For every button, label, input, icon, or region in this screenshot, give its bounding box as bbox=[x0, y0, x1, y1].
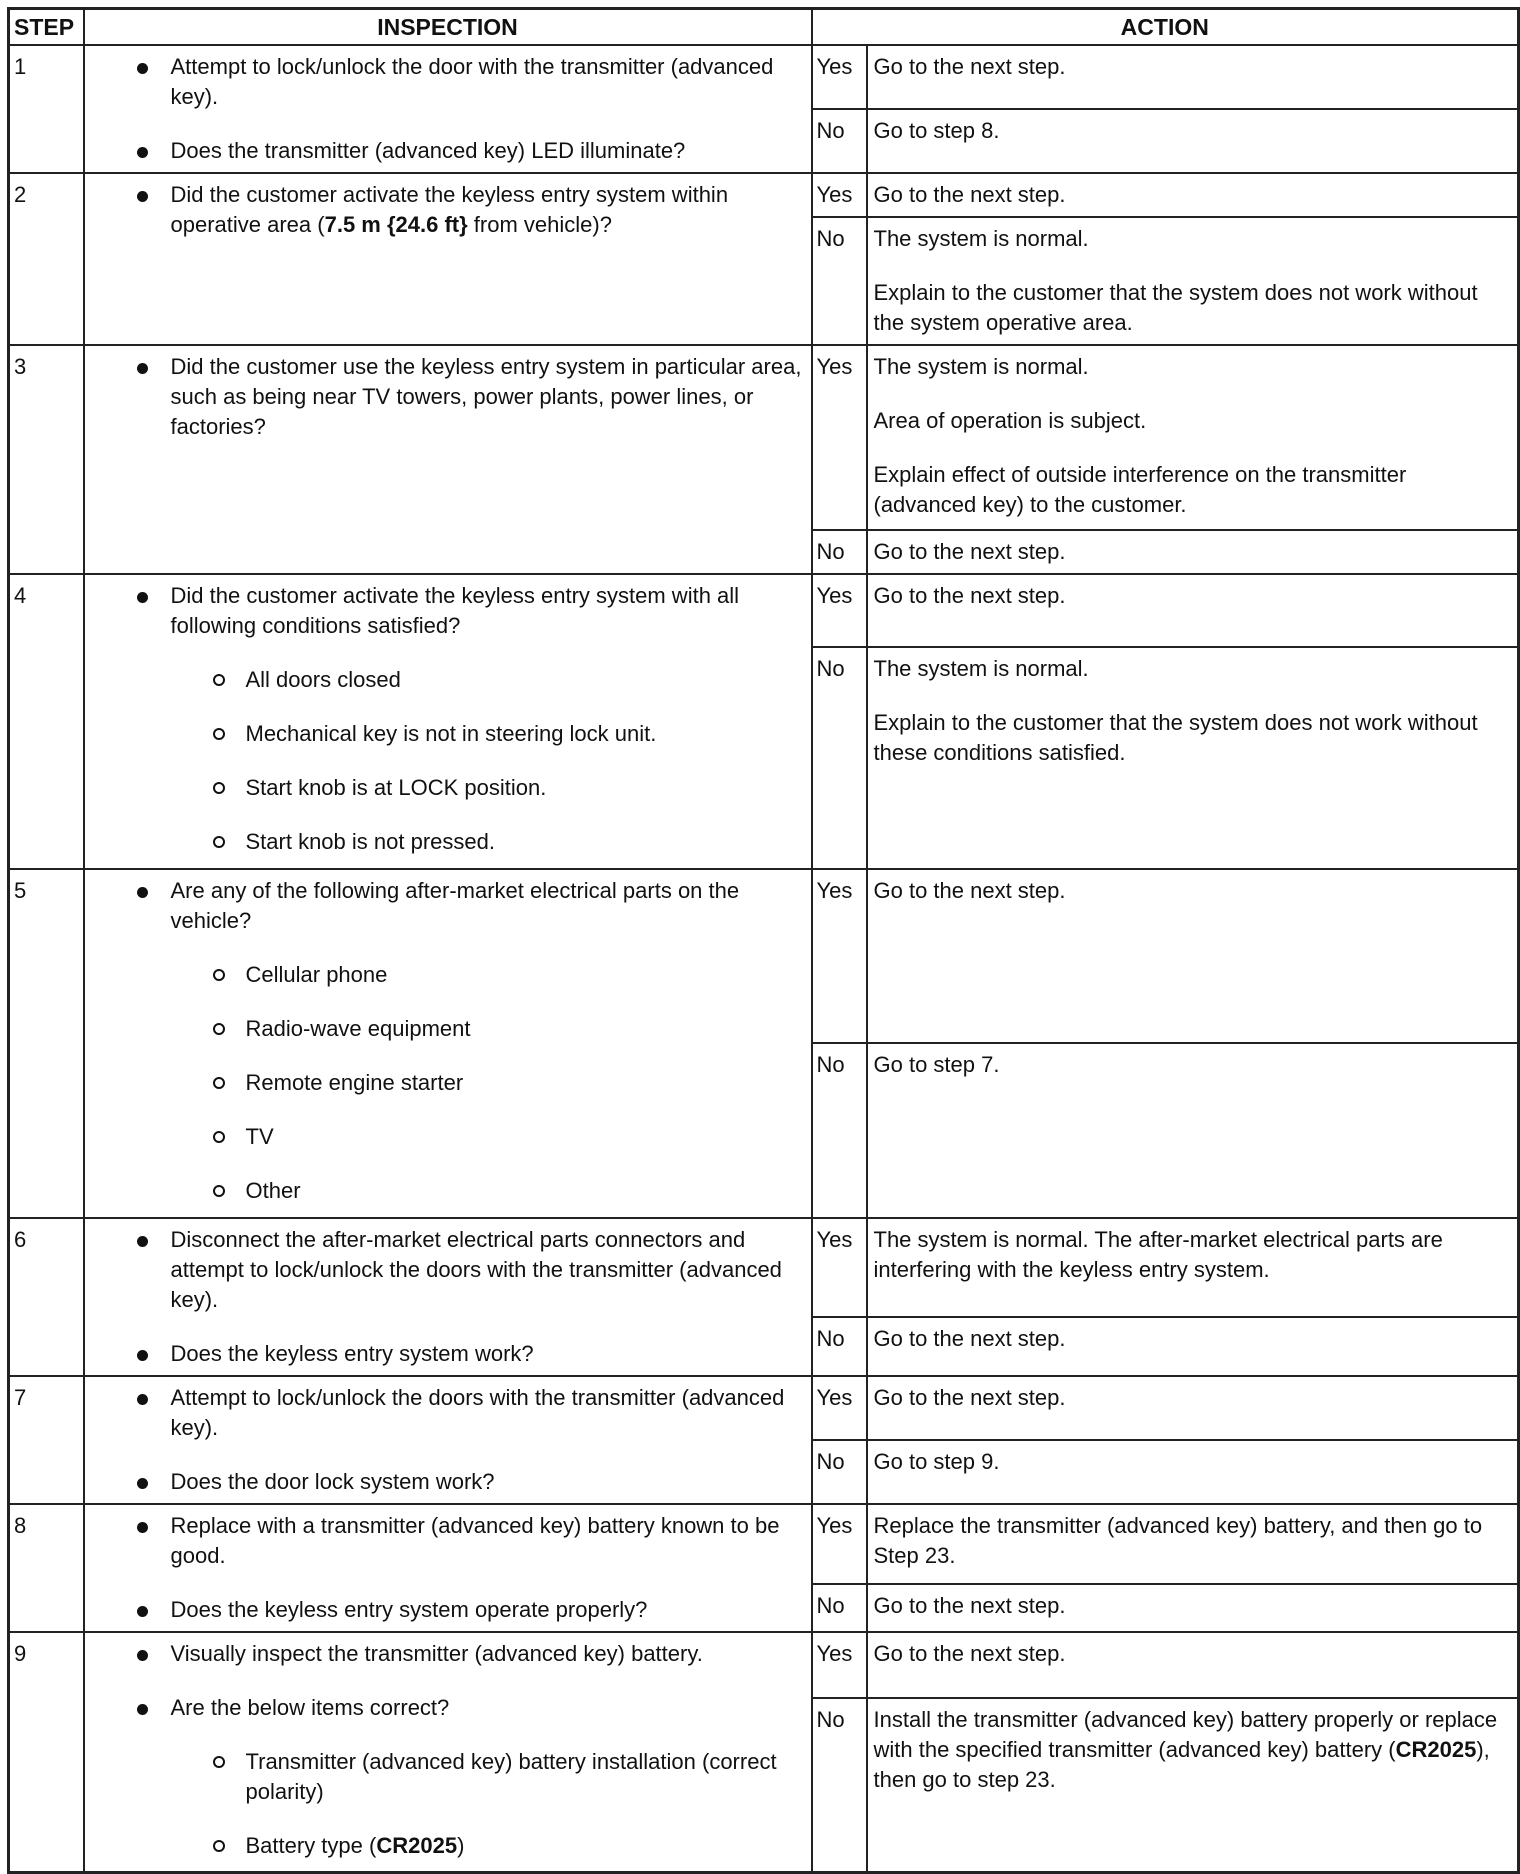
sub-item: Cellular phone bbox=[171, 960, 805, 990]
yes-action: The system is normal. The after-market electrical parts are interfering with the keyless entry system. bbox=[867, 1218, 1519, 1317]
sub-item: Transmitter (advanced key) battery installation (correct polarity) bbox=[171, 1747, 805, 1807]
table-row bbox=[9, 45, 1519, 109]
no-label: No bbox=[812, 1317, 867, 1376]
no-action: Go to step 9. bbox=[867, 1440, 1519, 1504]
no-label: No bbox=[812, 1698, 867, 1872]
table-row bbox=[9, 345, 1519, 530]
bullet-icon bbox=[137, 592, 148, 603]
sub-item: Start knob is not pressed. bbox=[171, 827, 805, 857]
inspection-cell bbox=[84, 173, 812, 345]
bullet-icon bbox=[137, 1478, 148, 1489]
sub-item: Remote engine starter bbox=[171, 1068, 805, 1098]
step-number: 2 bbox=[9, 173, 84, 345]
table-row bbox=[9, 1632, 1519, 1698]
yes-label: Yes bbox=[812, 45, 867, 109]
no-action: Go to step 8. bbox=[867, 109, 1519, 173]
troubleshooting-table bbox=[7, 7, 1520, 1874]
header-row bbox=[9, 9, 1519, 46]
bullet-icon bbox=[137, 363, 148, 374]
no-action: Go to step 7. bbox=[867, 1043, 1519, 1218]
yes-label: Yes bbox=[812, 869, 867, 1043]
no-action: The system is normal. Explain to the customer that the system does not work without these conditions satisfied. bbox=[867, 647, 1519, 869]
no-label: No bbox=[812, 1584, 867, 1632]
bullet-icon bbox=[137, 1650, 148, 1661]
inspection-cell bbox=[84, 869, 812, 1218]
sub-item: TV bbox=[171, 1122, 805, 1152]
inspection-cell bbox=[84, 1376, 812, 1504]
table-row bbox=[9, 1376, 1519, 1440]
circle-bullet-icon bbox=[213, 1756, 225, 1768]
sub-item: Mechanical key is not in steering lock unit. bbox=[171, 719, 805, 749]
circle-bullet-icon bbox=[213, 782, 225, 794]
bullet-icon bbox=[137, 1394, 148, 1405]
no-action: Install the transmitter (advanced key) battery properly or replace with the specified transmitter (advanced key) battery (CR2025), then go to step 23. bbox=[867, 1698, 1519, 1872]
inspection-cell bbox=[84, 574, 812, 869]
inspection-item: Replace with a transmitter (advanced key) battery known to be good. bbox=[91, 1511, 805, 1571]
yes-action: Go to the next step. bbox=[867, 574, 1519, 647]
circle-bullet-icon bbox=[213, 1023, 225, 1035]
inspection-item: Does the door lock system work? bbox=[91, 1467, 805, 1497]
no-action: Go to the next step. bbox=[867, 1584, 1519, 1632]
step-number: 6 bbox=[9, 1218, 84, 1376]
step-number: 8 bbox=[9, 1504, 84, 1632]
bullet-icon bbox=[137, 1350, 148, 1361]
bullet-icon bbox=[137, 1606, 148, 1617]
yes-label: Yes bbox=[812, 1376, 867, 1440]
no-label: No bbox=[812, 647, 867, 869]
step-number: 7 bbox=[9, 1376, 84, 1504]
inspection-item: Does the keyless entry system operate properly? bbox=[91, 1595, 805, 1625]
circle-bullet-icon bbox=[213, 969, 225, 981]
yes-action: Go to the next step. bbox=[867, 45, 1519, 109]
step-number: 5 bbox=[9, 869, 84, 1218]
yes-label: Yes bbox=[812, 1218, 867, 1317]
inspection-header: INSPECTION bbox=[84, 9, 812, 46]
step-number: 1 bbox=[9, 45, 84, 173]
action-header: ACTION bbox=[812, 9, 1519, 46]
yes-action: Replace the transmitter (advanced key) battery, and then go to Step 23. bbox=[867, 1504, 1519, 1584]
inspection-item: Did the customer activate the keyless entry system within operative area (7.5 m {24.6 ft} from vehicle)? bbox=[91, 180, 805, 240]
inspection-cell bbox=[84, 345, 812, 574]
sub-item: Start knob is at LOCK position. bbox=[171, 773, 805, 803]
table-row bbox=[9, 869, 1519, 1043]
bullet-icon bbox=[137, 147, 148, 158]
sub-item: Other bbox=[171, 1176, 805, 1206]
circle-bullet-icon bbox=[213, 728, 225, 740]
inspection-item: Did the customer use the keyless entry system in particular area, such as being near TV towers, power plants, power lines, or factories? bbox=[91, 352, 805, 442]
table-row bbox=[9, 1504, 1519, 1584]
inspection-item: Does the keyless entry system work? bbox=[91, 1339, 805, 1369]
circle-bullet-icon bbox=[213, 836, 225, 848]
step-number: 3 bbox=[9, 345, 84, 574]
inspection-item: Does the transmitter (advanced key) LED illuminate? bbox=[91, 136, 805, 166]
no-label: No bbox=[812, 1440, 867, 1504]
bullet-icon bbox=[137, 63, 148, 74]
no-label: No bbox=[812, 1043, 867, 1218]
step-number: 9 bbox=[9, 1632, 84, 1872]
circle-bullet-icon bbox=[213, 1185, 225, 1197]
step-number: 4 bbox=[9, 574, 84, 869]
inspection-item: Are the below items correct? Transmitter (advanced key) battery installation (correct polarity) Battery type (CR2025) bbox=[91, 1693, 805, 1861]
yes-action: Go to the next step. bbox=[867, 1376, 1519, 1440]
yes-label: Yes bbox=[812, 574, 867, 647]
inspection-item: Visually inspect the transmitter (advanced key) battery. bbox=[91, 1639, 805, 1669]
bullet-icon bbox=[137, 1522, 148, 1533]
circle-bullet-icon bbox=[213, 674, 225, 686]
bullet-icon bbox=[137, 1704, 148, 1715]
yes-action: Go to the next step. bbox=[867, 173, 1519, 217]
bullet-icon bbox=[137, 1236, 148, 1247]
bullet-icon bbox=[137, 191, 148, 202]
table-row bbox=[9, 574, 1519, 647]
circle-bullet-icon bbox=[213, 1077, 225, 1089]
document-page bbox=[7, 7, 1517, 1874]
yes-action: The system is normal. Area of operation is subject. Explain effect of outside interference on the transmitter (advanced key) to the customer. bbox=[867, 345, 1519, 530]
inspection-item: Did the customer activate the keyless entry system with all following conditions satisfied? All doors closed Mechanical key is not in steering lock unit. Start knob is at LOCK position. Start knob is not pressed. bbox=[91, 581, 805, 857]
sub-item: Battery type (CR2025) bbox=[171, 1831, 805, 1861]
yes-label: Yes bbox=[812, 173, 867, 217]
no-action: Go to the next step. bbox=[867, 530, 1519, 574]
yes-action: Go to the next step. bbox=[867, 1632, 1519, 1698]
inspection-cell bbox=[84, 45, 812, 173]
yes-label: Yes bbox=[812, 1504, 867, 1584]
sub-item: All doors closed bbox=[171, 665, 805, 695]
inspection-item: Disconnect the after-market electrical parts connectors and attempt to lock/unlock the doors with the transmitter (advanced key). bbox=[91, 1225, 805, 1315]
bullet-icon bbox=[137, 887, 148, 898]
yes-action: Go to the next step. bbox=[867, 869, 1519, 1043]
table-row bbox=[9, 1218, 1519, 1317]
inspection-item: Attempt to lock/unlock the door with the transmitter (advanced key). bbox=[91, 52, 805, 112]
step-header: STEP bbox=[9, 9, 84, 46]
no-action: Go to the next step. bbox=[867, 1317, 1519, 1376]
circle-bullet-icon bbox=[213, 1840, 225, 1852]
no-label: No bbox=[812, 109, 867, 173]
no-action: The system is normal. Explain to the customer that the system does not work without the system operative area. bbox=[867, 217, 1519, 345]
inspection-cell bbox=[84, 1504, 812, 1632]
yes-label: Yes bbox=[812, 345, 867, 530]
yes-label: Yes bbox=[812, 1632, 867, 1698]
inspection-cell bbox=[84, 1218, 812, 1376]
table-row bbox=[9, 173, 1519, 217]
sub-item: Radio-wave equipment bbox=[171, 1014, 805, 1044]
no-label: No bbox=[812, 217, 867, 345]
inspection-item: Are any of the following after-market electrical parts on the vehicle? Cellular phone Radio-wave equipment Remote engine starter TV Other bbox=[91, 876, 805, 1206]
circle-bullet-icon bbox=[213, 1131, 225, 1143]
inspection-cell bbox=[84, 1632, 812, 1872]
inspection-item: Attempt to lock/unlock the doors with the transmitter (advanced key). bbox=[91, 1383, 805, 1443]
no-label: No bbox=[812, 530, 867, 574]
